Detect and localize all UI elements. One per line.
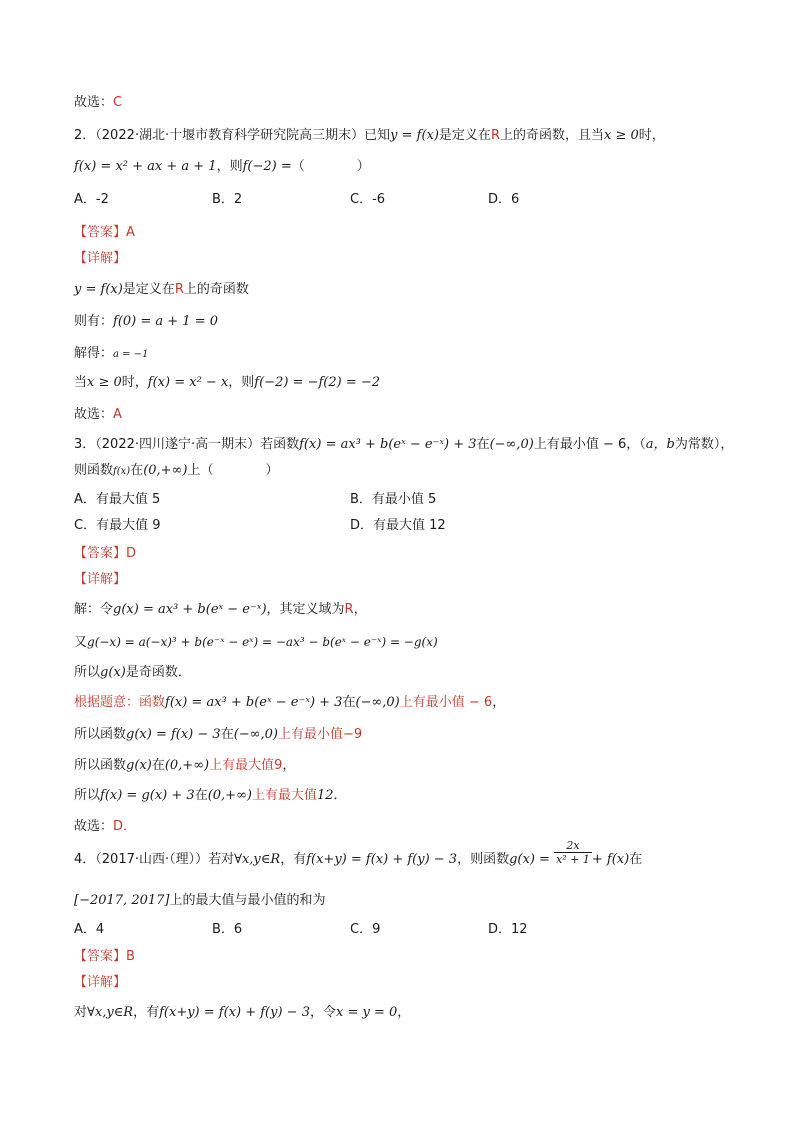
math-expr: (0,+∞) xyxy=(207,788,252,803)
math-expr: + f(x) xyxy=(591,852,630,867)
q2-stem-text: ，则 xyxy=(216,159,243,174)
q4-option-d: D．12 xyxy=(488,922,528,937)
q2-target: f(−2) = xyxy=(242,159,292,174)
q4-fraction xyxy=(554,839,592,866)
q3-option-d: D．有最大值 12 xyxy=(350,518,446,533)
answer-label: 【答案】 xyxy=(74,225,127,240)
conclusion-label: 故选： xyxy=(74,95,114,110)
math-expr: f(x) = g(x) + 3 xyxy=(100,788,195,803)
q2-detail-label: 【详解】 xyxy=(74,251,127,266)
q4-option-a: A．4 xyxy=(74,922,105,937)
text: 则函数 xyxy=(74,463,114,478)
q2-option-c: C．-6 xyxy=(350,192,386,207)
answer-value: D xyxy=(126,546,137,561)
set-r: R xyxy=(174,282,184,297)
q2-expr: y = f(x) xyxy=(390,128,439,143)
q4-answer xyxy=(74,948,135,966)
text: 为常数）， xyxy=(674,437,734,452)
text: 解得： xyxy=(74,346,114,361)
math-expr: f(x) = ax³ + b(eˣ − e⁻ˣ) + 3 xyxy=(299,437,477,452)
q2-set-r: R xyxy=(490,128,500,143)
q2-stem-text: 时， xyxy=(638,128,665,143)
math-expr: (−∞,0) xyxy=(233,727,278,742)
q3-option-b: B．有最小值 5 xyxy=(350,492,437,507)
q3-detail-2 xyxy=(74,633,438,652)
text: 当 xyxy=(74,375,88,390)
q2-answer xyxy=(74,224,135,242)
conclusion-answer: A xyxy=(113,407,122,422)
q3-detail-5 xyxy=(74,726,362,744)
math-expr: g(x) xyxy=(100,665,126,680)
q2-stem-line2 xyxy=(74,158,370,176)
text: 根据题意：函数 xyxy=(74,695,166,710)
answer-value: A xyxy=(126,225,135,240)
math-expr: x = y = 0 xyxy=(335,1005,398,1020)
fraction-denominator: x² + 1 xyxy=(556,853,590,866)
math-expr: (−∞,0) xyxy=(355,695,400,710)
text: 在 xyxy=(130,463,144,478)
q3-conclusion xyxy=(74,818,136,836)
text: 则有： xyxy=(74,314,114,329)
conclusion-answer: D． xyxy=(113,819,137,834)
value: 12 xyxy=(317,788,334,803)
text: ，有 xyxy=(133,1005,160,1020)
q2-function: f(x) = x² + ax + a + 1 xyxy=(74,159,217,174)
text: ， xyxy=(282,758,296,773)
text: 是定义在 xyxy=(122,282,175,297)
math-expr: g(x) = ax³ + b(eˣ − e⁻ˣ) xyxy=(113,602,267,617)
math-expr: f(0) = a + 1 = 0 xyxy=(113,314,219,329)
math-expr: [−2017, 2017] xyxy=(74,893,170,908)
math-expr: f(x) = x² − x xyxy=(147,375,229,390)
text: 上有最大值 xyxy=(251,788,317,803)
q4-detail-1 xyxy=(74,1004,410,1022)
math-expr: g(x) = xyxy=(509,852,550,867)
text: 上（ ） xyxy=(187,463,279,478)
text: 又 xyxy=(74,635,88,650)
text: 解：令 xyxy=(74,602,114,617)
q3-answer xyxy=(74,545,136,563)
q2-detail-1 xyxy=(74,281,249,299)
q3-detail-7 xyxy=(74,787,347,805)
text: 对 xyxy=(74,1005,88,1020)
text: 上有最大值 xyxy=(209,758,275,773)
answer-label: 【答案】 xyxy=(74,546,127,561)
conclusion-label: 故选： xyxy=(74,407,114,422)
text: 上的奇函数 xyxy=(183,282,249,297)
q1-conclusion xyxy=(74,94,122,112)
math-expr: ∀x,y∈R xyxy=(234,852,281,867)
answer-value: B xyxy=(126,949,135,964)
q3-detail-6 xyxy=(74,757,295,775)
text: 时， xyxy=(121,375,148,390)
q2-conclusion xyxy=(74,406,122,424)
math-expr: f(x) xyxy=(113,466,131,477)
text: ，有 xyxy=(280,852,307,867)
q2-option-b: B．2 xyxy=(212,192,243,207)
text: 所以函数 xyxy=(74,758,127,773)
q4-option-c: C．9 xyxy=(350,922,381,937)
answer-label: 【答案】 xyxy=(74,949,127,964)
q2-condition: x ≥ 0 xyxy=(604,128,639,143)
math-expr: g(−x) = a(−x)³ + b(e⁻ˣ − eˣ) = −ax³ − b(eˣ − e⁻ˣ) = −g(x) xyxy=(87,635,438,649)
text: 所以函数 xyxy=(74,727,127,742)
text: 是奇函数． xyxy=(125,665,191,680)
text: ，则 xyxy=(228,375,255,390)
text: ． xyxy=(333,788,347,803)
q4-option-b: B．6 xyxy=(212,922,243,937)
q3-stem-line2 xyxy=(74,462,278,481)
q3-detail-1 xyxy=(74,601,367,619)
math-expr: f(x) = ax³ + b(eˣ − e⁻ˣ) + 3 xyxy=(165,695,343,710)
math-expr: (0,+∞) xyxy=(164,758,210,773)
q2-stem-line1 xyxy=(74,127,665,145)
math-expr: a = −1 xyxy=(113,349,149,360)
q4-detail-label: 【详解】 xyxy=(74,975,127,990)
set-r: R xyxy=(344,602,354,617)
text: 在 xyxy=(220,727,234,742)
q2-detail-3 xyxy=(74,345,148,364)
math-expr: (0,+∞) xyxy=(143,463,188,478)
text: 在 xyxy=(629,852,643,867)
math-expr: g(x) = f(x) − 3 xyxy=(126,727,221,742)
text: ， xyxy=(397,1005,411,1020)
q3-stem-line1 xyxy=(74,436,733,454)
conclusion-answer: C xyxy=(113,95,123,110)
text: ，则函数 xyxy=(457,852,510,867)
q2-detail-4 xyxy=(74,374,380,392)
text: 上的最大值与最小值的和为 xyxy=(169,893,326,908)
math-expr: f(x+y) = f(x) + f(y) − 3 xyxy=(306,852,458,867)
text: ，令 xyxy=(309,1005,336,1020)
math-expr: g(x) xyxy=(126,758,152,773)
math-expr: f(−2) = −f(2) = −2 xyxy=(254,375,381,390)
text: 在 xyxy=(476,437,490,452)
q2-stem-text: 2．（2022·湖北·十堰市教育科学研究院高三期末）已知 xyxy=(74,128,391,143)
text: 在 xyxy=(342,695,356,710)
text: 上有最小值 − 6 xyxy=(399,695,493,710)
value: 9 xyxy=(274,758,283,773)
text: ，其定义域为 xyxy=(266,602,345,617)
text: 在 xyxy=(151,758,165,773)
text: ， xyxy=(353,602,367,617)
text: 在 xyxy=(194,788,208,803)
q3-detail-4 xyxy=(74,694,505,712)
q2-blank: （ ） xyxy=(291,159,370,174)
q2-stem-text: 是定义在 xyxy=(438,128,491,143)
fraction-numerator: 2x xyxy=(554,839,592,853)
q3-option-c: C．有最大值 9 xyxy=(74,518,161,533)
conclusion-label: 故选： xyxy=(74,819,114,834)
q2-stem-text: 上的奇函数，且当 xyxy=(499,128,604,143)
q4-stem-line1 xyxy=(74,839,643,869)
q3-detail-label: 【详解】 xyxy=(74,572,127,587)
math-expr: y = f(x) xyxy=(74,282,123,297)
text: ， xyxy=(492,695,506,710)
text: 上有最小值 − 6，（ xyxy=(533,437,646,452)
text: 4．（2017·山西·（理））若对 xyxy=(74,852,235,867)
text: 3．（2022·四川遂宁·高一期末）若函数 xyxy=(74,437,300,452)
math-expr: ∀x,y∈R xyxy=(87,1005,134,1020)
q4-stem-line2 xyxy=(74,892,325,910)
math-expr: a，b xyxy=(645,437,675,452)
math-expr: (−∞,0) xyxy=(489,437,534,452)
text: 所以 xyxy=(74,665,101,680)
q2-detail-2 xyxy=(74,313,218,331)
math-expr: x ≥ 0 xyxy=(87,375,122,390)
q2-option-a: A．-2 xyxy=(74,192,109,207)
text: 上有最小值−9 xyxy=(277,727,363,742)
q3-detail-3 xyxy=(74,664,191,682)
q3-option-a: A．有最大值 5 xyxy=(74,492,161,507)
q2-option-d: D．6 xyxy=(488,192,520,207)
text: 所以 xyxy=(74,788,101,803)
math-expr: f(x+y) = f(x) + f(y) − 3 xyxy=(159,1005,310,1020)
